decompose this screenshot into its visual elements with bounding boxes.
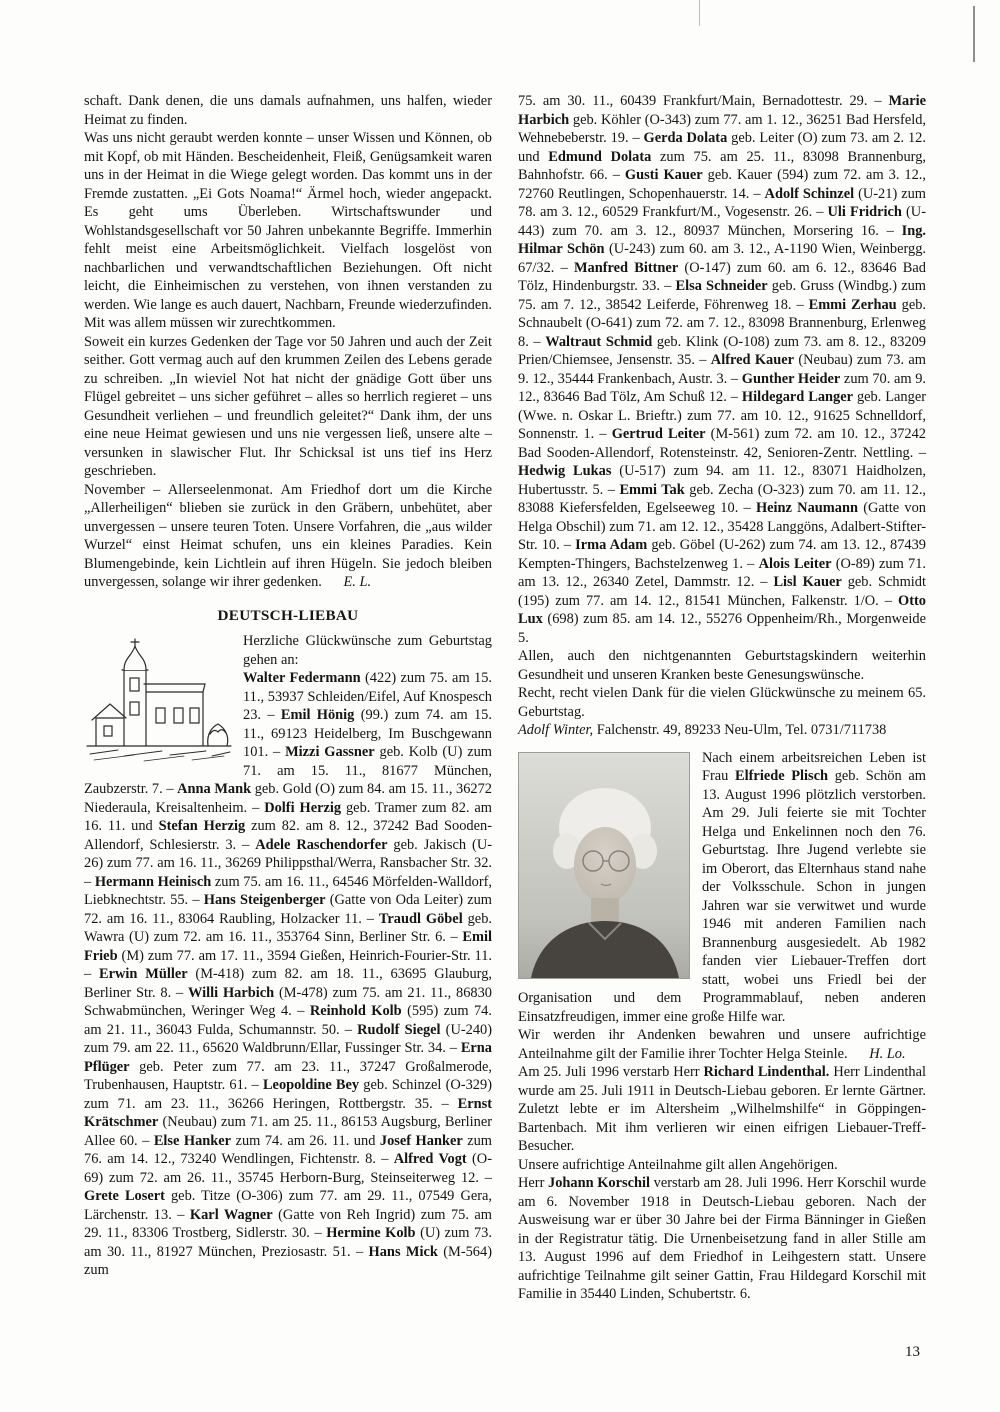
birthday-closing-wishes: Allen, auch den nichtgenannten Geburtstagskindern weiterhin Gesundheit und unseren Kranken beste Genesungswünsche. <box>518 648 926 683</box>
left-column <box>84 92 492 1304</box>
portrait-icon <box>519 753 689 978</box>
page-number: 13 <box>905 1344 920 1360</box>
birthday-entries-right: 75. am 30. 11., 60439 Frankfurt/Main, Bernadottestr. 29. – Marie Harbich geb. Köhler (O-343) zum 77. am 1. 12., 36251 Bad Hersfeld, Wehnebeberstr. 19. – Gerda Dolata geb. Leiter (O) zum 73. am 2. 12. und Edmund Dolata zum 75. am 25. 11., 83098 Brannenburg, Bahnhofstr. 66. – Gusti Kauer geb. Kauer (594) zum 72. am 3. 12., 72760 Reutlingen, Schopenhauerstr. 14. – Adolf Schinzel (U-21) zum 78. am 3. 12., 60529 Frankfurt/M., Vogesenstr. 26. – Uli Fridrich (U-443) zum 70. am 3. 12., 80937 München, Morsering 16. – Ing. Hilmar Schön (U-243) zum 60. am 3. 12., A-1190 Wien, Weinbergg. 67/32. – Manfred Bittner (O-147) zum 60. am 6. 12., 83646 Bad Tölz, Hindenburgstr. 33. – Elsa Schneider geb. Gruss (Windbg.) zum 75. am 7. 12., 38542 Leiferde, Föhrenweg 18. – Emmi Zerhau geb. Schnaubelt (O-641) zum 72. am 7. 12., 83098 Brannenburg, Erlenweg 8. – Waltraut Schmid geb. Klink (O-108) zum 73. am 8. 12., 83209 Prien/Chiemsee, Jensenstr. 35. – Alfred Kauer (Neubau) zum 73. am 9. 12., 35444 Frankenbach, Austr. 3. – Gunther Heider zum 70. am 9. 12., 83646 Bad Tölz, Am Schuß 12. – Hildegard Langer geb. Langer (Wwe. n. Oskar L. Brieftr.) zum 77. am 10. 12., 91625 Schnelldorf, Sonnenstr. 1. – Gertrud Leiter (M-561) zum 72. am 10. 12., 37242 Bad Sooden-Allendorf, Rotensteinstr. 42, Senioren-Zentr. Nettling. – Hedwig Lukas (U-517) zum 94. am 11. 12., 83071 Haidholzen, Hubertusstr. 5. – Emmi Tak geb. Zecha (O-323) zum 70. am 11. 12., 83088 Kiefersfelden, Egelseeweg 10. – Heinz Naumann (Gatte von Helga Obschil) zum 71. am 12. 12., 35428 Langgöns, Adalbert-Stifter-Str. 10. – Irma Adam geb. Göbel (U-262) zum 74. am 13. 12., 87439 Kempten-Thingers, Bachstelzenweg 1. – Alois Leiter (O-89) zum 71. am 13. 12., 26340 Zetel, Dammstr. 12. – Lisl Kauer geb. Schmidt (195) zum 77. am 14. 12., 81541 München, Falkenstr. 1/O. – Otto Lux (698) zum 85. am 14. 12., 55276 Oppenheim/Rh., Morgenweide 5. <box>518 93 927 646</box>
paragraph-homeland-2: Was uns nicht geraubt werden konnte – unser Wissen und Können, ob mit Kopf, ob mit Händen. Bescheidenheit, Fleiß, Genügsamkeit waren uns in der Heimat in die Wiege gelegt worden. Das kommt uns in der Fremde zustatten. „Ei Gots Noama!“ Ärmel hoch, wieder angepackt. Es geht ums Überleben. Wirtschaftswunder und Wohlstandsgesellschaft vor 50 Jahren unbekannte Begriffe. Immerhin fehlt meist eine Arbeitsmöglichkeit. Vielfach losgelöst von nachbarlichen und verwandtschaftlichen Beziehungen. Oft nicht leicht, die Einheimischen zu verstehen, von ihnen verstanden zu werden. Wie lange es auch dauert, Nachbarn, Freunde wiederzufinden. Mit was allem müssen wir zurechtkommen. <box>84 130 492 331</box>
obituary-korschil-body: Herr Johann Korschil verstarb am 28. Juli 1996. Herr Korschil wurde am 6. November 1918 in Deutsch-Liebau geboren. Nach der Ausweisung war er über 30 Jahre bei der Firma Bänninger in Gießen in der Registratur tätig. Die Urnenbeisetzung fand in aller Stille am 13. August 1996 auf dem Friedhof in Leihgestern statt. Unsere aufrichtige Teilnahme gilt seiner Gattin, Frau Hildegard Korschil mit Familie in 35440 Linden, Schubertstr. 6. <box>518 1175 926 1302</box>
scan-registration-mark-top <box>699 0 700 26</box>
paragraph-homeland-1: schaft. Dank denen, die uns damals aufnahmen, uns halfen, wieder Heimat zu finden. <box>84 93 492 128</box>
obituary-lindenthal-body: Am 25. Juli 1996 verstarb Herr Richard Lindenthal. Herr Lindenthal wurde am 25. Juli 1911 in Deutsch-Liebau geboren. Er lernte Gärtner. Zuletzt lebte er im Altersheim „Wilhelmshilfe“ in Göppingen-Bartenbach. Mit ihm verlieren wir einen eifrigen Liebauer-Treff-Besucher. <box>518 1064 926 1154</box>
obituary-lindenthal-closing: Unsere aufrichtige Anteilnahme gilt allen Angehörigen. <box>518 1156 838 1173</box>
obituary-plisch-body: Nach einem arbeitsreichen Leben ist Frau Elfriede Plisch geb. Schön am 13. August 1996 plötzlich verstorben. Am 29. Juli feierte sie mit Tochter Helga und Enkelinnen noch den 76. Geburtstag. Ihre Jugend verlebte sie im Oberort, das Elternhaus stand nahe der Volksschule. Schon in jungen Jahren war sie verwitwet und wurde 1946 mit anderen Familien nach Brannenburg ausgesiedelt. Ab 1982 fanden vier Liebauer-Treffen dort statt, wobei uns Friedl bei der Organisation und dem Programmablauf, neben anderen Einsatzfreudigen, immer eine große Hilfe war. <box>518 749 926 1025</box>
contact-line-adolf-winter: Adolf Winter, Falchenstr. 49, 89233 Neu-Ulm, Tel. 0731/711738 <box>518 722 887 738</box>
right-column <box>518 92 926 1304</box>
birthday-intro: Herzliche Glückwünsche zum Geburtstag gehen an: <box>243 633 492 668</box>
church-engraving-illustration <box>84 634 234 766</box>
birthday-section <box>84 632 492 1280</box>
portrait-photo-elfriede-plisch <box>518 752 690 979</box>
section-heading-deutsch-liebau: DEUTSCH-LIEBAU <box>217 606 359 624</box>
scan-registration-mark-right <box>973 6 975 62</box>
thanks-note: Recht, recht vielen Dank für die vielen Glückwünsche zu meinem 65. Geburtstag. <box>518 685 926 720</box>
two-column-text-area <box>84 92 926 1304</box>
obituary-plisch-closing: Wir werden ihr Andenken bewahren und unsere aufrichtige Anteilnahme gilt der Familie ihrer Tochter Helga Steinle. H. Lo. <box>518 1027 926 1062</box>
church-icon <box>84 634 234 766</box>
birthday-entries-left: Walter Federmann (422) zum 75. am 15. 11., 53937 Schleiden/Eifel, Auf Knospesch 23. – Emil Hönig (99.) zum 74. am 15. 11., 69123 Heidelberg, Im Buschgewann 101. – Mizzi Gassner geb. Kolb (U) zum 71. am 15. 11., 81677 München, Zaubzerstr. 7. – Anna Mank geb. Gold (O) zum 84. am 15. 11., 36272 Niederaula, Kreisaltenheim. – Dolfi Herzig geb. Tramer zum 82. am 16. 11. und Stefan Herzig zum 82. am 8. 12., 37242 Bad Sooden-Allendorf, Schlesierstr. 3. – Adele Raschendorfer geb. Jakisch (U-26) zum 77. am 16. 11., 36269 Philippsthal/Werra, Ransbacher Str. 32. – Hermann Heinisch zum 75. am 16. 11., 64546 Mörfelden-Walldorf, Liebknechtstr. 55. – Hans Steigenberger (Gatte von Oda Leiter) zum 72. am 16. 11., 83064 Raubling, Holzacker 11. – Traudl Göbel geb. Wawra (U) zum 72. am 16. 11., 353764 Sinn, Berliner Str. 6. – Emil Frieb (M) zum 77. am 17. 11., 3594 Gießen, Heinrich-Fourier-Str. 11. – Erwin Müller (M-418) zum 82. am 18. 11., 63695 Glauburg, Berliner Str. 8. – Willi Harbich (M-478) zum 75. am 21. 11., 86830 Schwabmünchen, Weringer Weg 4. – Reinhold Kolb (595) zum 74. am 21. 11., 36043 Fulda, Schumannstr. 50. – Rudolf Siegel (U-240) zum 79. am 22. 11., 65620 Waldbrunn/Ellar, Fussinger Str. 34. – Erna Pflüger geb. Peter zum 77. am 23. 11., 37247 Großalmerode, Trubenhausen, Hauptstr. 61. – Leopoldine Bey geb. Schinzel (O-329) zum 71. am 23. 11., 36266 Heringen, Rottbergstr. 35. – Ernst Krätschmer (Neubau) zum 71. am 25. 11., 86153 Augsburg, Berliner Allee 60. – Else Hanker zum 74. am 26. 11. und Josef Hanker zum 76. am 14. 12., 73240 Wendlingen, Fichtenstr. 8. – Alfred Vogt (O-69) zum 72. am 26. 11., 35745 Herborn-Burg, Steinseiterweg 12. – Grete Losert geb. Titze (O-306) zum 77. am 29. 11., 07549 Gera, Lärchenstr. 13. – Karl Wagner (Gatte von Reh Ingrid) zum 75. am 29. 11., 83306 Trostberg, Sidlerstr. 30. – Hermine Kolb (U) zum 73. am 30. 11., 81927 München, Preziosastr. 51. – Hans Mick (M-564) zum <box>84 670 493 1278</box>
paragraph-homeland-4: November – Allerseelenmonat. Am Friedhof dort um die Kirche „Allerheiligen“ blieben sie zurück in den Gräbern, unbehütet, aber unvergessen – unsere teuren Toten. Unsere Vorfahren, die „aus wilder Wurzel“ einst Heimat schufen, uns ein kleines Paradies. Kein Blumengebinde, kein Lichtlein auf ihren Hügeln. Sie jedoch bleiben unvergessen, solange wir ihrer gedenken. E. L. <box>84 481 492 590</box>
paragraph-homeland-3: Soweit ein kurzes Gedenken der Tage vor 50 Jahren und auch der Zeit seither. Gott vermag auch auf den krummen Zeilen des Lebens gerade zu schreiben. „In wieviel Not hat nicht der gnädige Gott über uns Flügel gebreitet – uns sicher geführet – alles so herrlich regieret – uns Gesundheit verliehen – und freundlich geleitet?“ Dank ihm, der uns eine neue Heimat gewiesen und uns nie vergessen ließ, unsere alte – versunken in slawischer Flut. Ihr Schicksal ist uns tief ins Herz geschrieben. <box>84 333 492 479</box>
obituary-elfriede-plisch <box>518 749 926 1064</box>
